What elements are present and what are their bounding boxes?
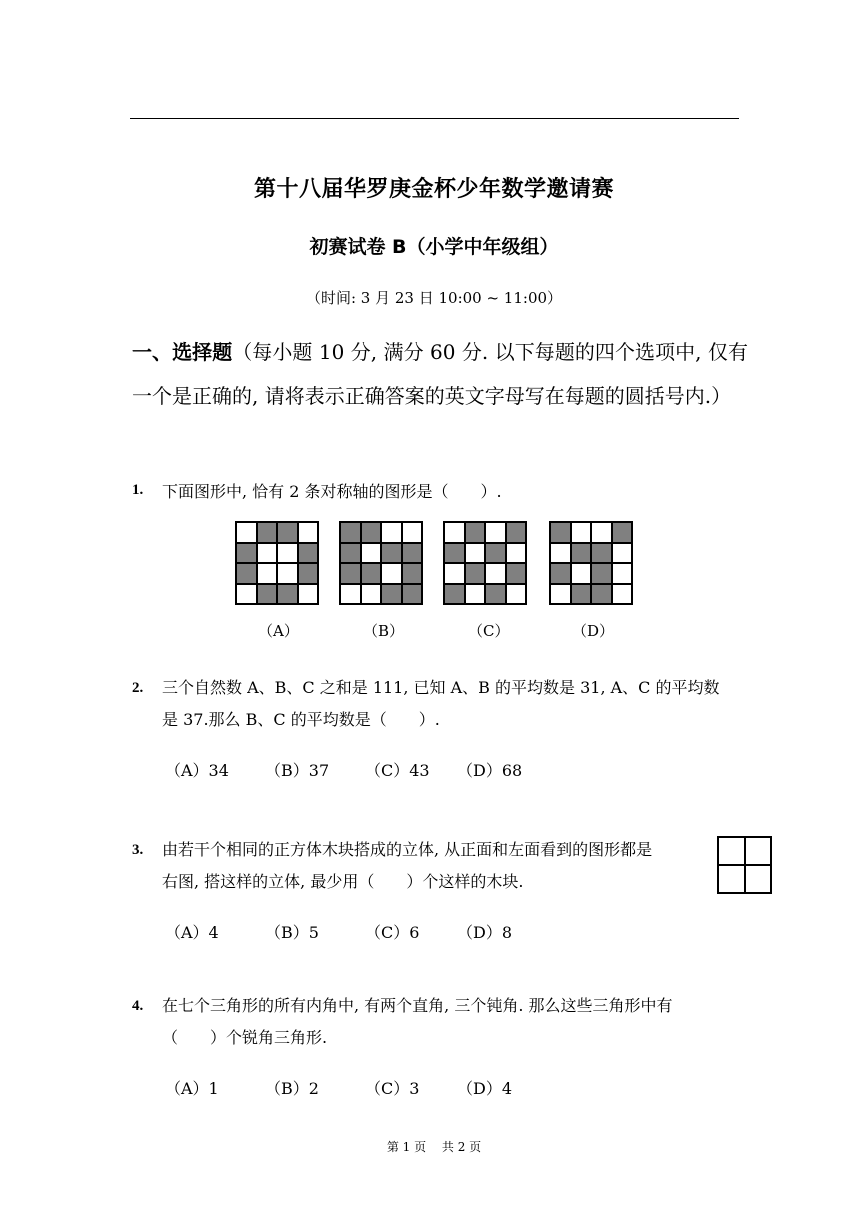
grid-cell	[591, 543, 612, 564]
grid-cell	[340, 584, 361, 605]
grid-cell	[236, 563, 257, 584]
q4-option-c: （C）3	[365, 1079, 420, 1098]
grid-cell	[361, 543, 382, 564]
exam-subtitle: 初赛试卷 B（小学中年级组）	[309, 236, 559, 258]
grid-cell	[402, 543, 423, 564]
grid-cell	[550, 563, 571, 584]
grid-cell	[298, 563, 319, 584]
q4-line2: （ ）个锐角三角形.	[162, 1028, 328, 1047]
q2-number: 2.	[132, 680, 144, 696]
q1-figure-label-c: （C）	[468, 622, 510, 640]
q1-number: 1.	[132, 482, 144, 498]
top-rule	[130, 118, 739, 119]
grid-cell	[591, 584, 612, 605]
grid-cell	[277, 522, 298, 543]
grid-cell	[402, 522, 423, 543]
q3-number: 3.	[132, 842, 144, 858]
grid-cell	[571, 584, 592, 605]
grid-cell	[381, 543, 402, 564]
exam-time: （时间: 3 月 23 日 10:00 ~ 11:00）	[305, 289, 563, 307]
page-footer: 第 1 页 共 2 页	[386, 1140, 482, 1154]
grid-cell	[402, 563, 423, 584]
q4-option-d: （D）4	[457, 1079, 513, 1098]
grid-cell	[381, 584, 402, 605]
q3-option-a: （A）4	[165, 923, 219, 942]
grid-cell	[571, 522, 592, 543]
q1-figure-d	[549, 521, 633, 605]
q2-line2: 是 37.那么 B、C 的平均数是（ ）.	[162, 710, 440, 729]
grid-cell	[591, 522, 612, 543]
q2-line1: 三个自然数 A、B、C 之和是 111, 已知 A、B 的平均数是 31, A、C 的平均数	[162, 678, 720, 697]
grid-cell	[612, 563, 633, 584]
exam-title: 第十八届华罗庚金杯少年数学邀请赛	[253, 177, 614, 202]
q1-figure-b	[339, 521, 423, 605]
q4-option-b: （B）2	[265, 1079, 319, 1098]
grid-cell	[257, 522, 278, 543]
grid-cell	[506, 563, 527, 584]
grid-cell	[571, 563, 592, 584]
q3-option-b: （B）5	[265, 923, 319, 942]
grid-cell	[298, 584, 319, 605]
grid-cell	[485, 543, 506, 564]
q1-figure-label-b: （B）	[363, 622, 405, 640]
q3-option-c: （C）6	[365, 923, 420, 942]
grid-cell	[257, 563, 278, 584]
grid-cell	[444, 563, 465, 584]
grid-cell	[361, 584, 382, 605]
q3-option-d: （D）8	[457, 923, 513, 942]
grid-cell	[612, 543, 633, 564]
q1-text: 下面图形中, 恰有 2 条对称轴的图形是（ ）.	[162, 482, 502, 501]
grid-cell	[485, 522, 506, 543]
section-heading: 一、选择题	[132, 340, 233, 364]
q1-figure-label-a: （A）	[258, 622, 299, 640]
grid-cell	[485, 584, 506, 605]
q2-option-c: （C）43	[365, 761, 430, 780]
q1-figure-label-d: （D）	[572, 622, 615, 640]
grid-cell	[361, 563, 382, 584]
grid-cell	[381, 522, 402, 543]
section-instructions: （每小题 10 分, 满分 60 分. 以下每题的四个选项中, 仅有一个是正确的, 请将表示正确答案的英文字母写在每题的圆括号内.）	[132, 340, 748, 408]
grid-cell	[402, 584, 423, 605]
grid-cell	[465, 543, 486, 564]
grid-cell	[506, 543, 527, 564]
grid-cell	[550, 543, 571, 564]
grid-cell	[236, 584, 257, 605]
grid-cell	[485, 563, 506, 584]
q2-option-a: （A）34	[165, 761, 229, 780]
q3-line1: 由若干个相同的正方体木块搭成的立体, 从正面和左面看到的图形都是	[162, 840, 653, 859]
grid-cell	[257, 543, 278, 564]
q1-figure-c	[443, 521, 527, 605]
q2-option-b: （B）37	[265, 761, 330, 780]
grid-cell	[361, 522, 382, 543]
grid-cell	[444, 584, 465, 605]
grid-cell	[591, 563, 612, 584]
section-intro	[132, 330, 748, 418]
q4-option-a: （A）1	[165, 1079, 219, 1098]
grid-cell	[571, 543, 592, 564]
q3-options	[0, 920, 868, 944]
q1-figure-a	[235, 521, 319, 605]
grid-cell	[298, 543, 319, 564]
grid-cell	[340, 563, 361, 584]
grid-cell	[340, 543, 361, 564]
grid-cell	[506, 522, 527, 543]
grid-cell	[236, 522, 257, 543]
grid-cell	[444, 543, 465, 564]
grid-cell	[444, 522, 465, 543]
grid-cell	[612, 584, 633, 605]
q4-number: 4.	[132, 998, 144, 1014]
q3-line2: 右图, 搭这样的立体, 最少用（ ）个这样的木块.	[162, 872, 524, 891]
grid-cell	[277, 584, 298, 605]
grid-cell	[612, 522, 633, 543]
grid-cell	[465, 563, 486, 584]
grid-cell	[550, 584, 571, 605]
grid-cell	[340, 522, 361, 543]
grid-cell	[381, 563, 402, 584]
grid-cell	[550, 522, 571, 543]
grid-cell	[277, 543, 298, 564]
grid-cell	[257, 584, 278, 605]
q4-line1: 在七个三角形的所有内角中, 有两个直角, 三个钝角. 那么这些三角形中有	[162, 996, 673, 1015]
q3-view-figure	[717, 836, 772, 894]
q4-options	[0, 1076, 868, 1100]
q2-options	[0, 758, 868, 782]
grid-cell	[465, 522, 486, 543]
grid-cell	[236, 543, 257, 564]
grid-cell	[298, 522, 319, 543]
grid-cell	[277, 563, 298, 584]
q2-option-d: （D）68	[457, 761, 523, 780]
grid-cell	[506, 584, 527, 605]
grid-cell	[465, 584, 486, 605]
